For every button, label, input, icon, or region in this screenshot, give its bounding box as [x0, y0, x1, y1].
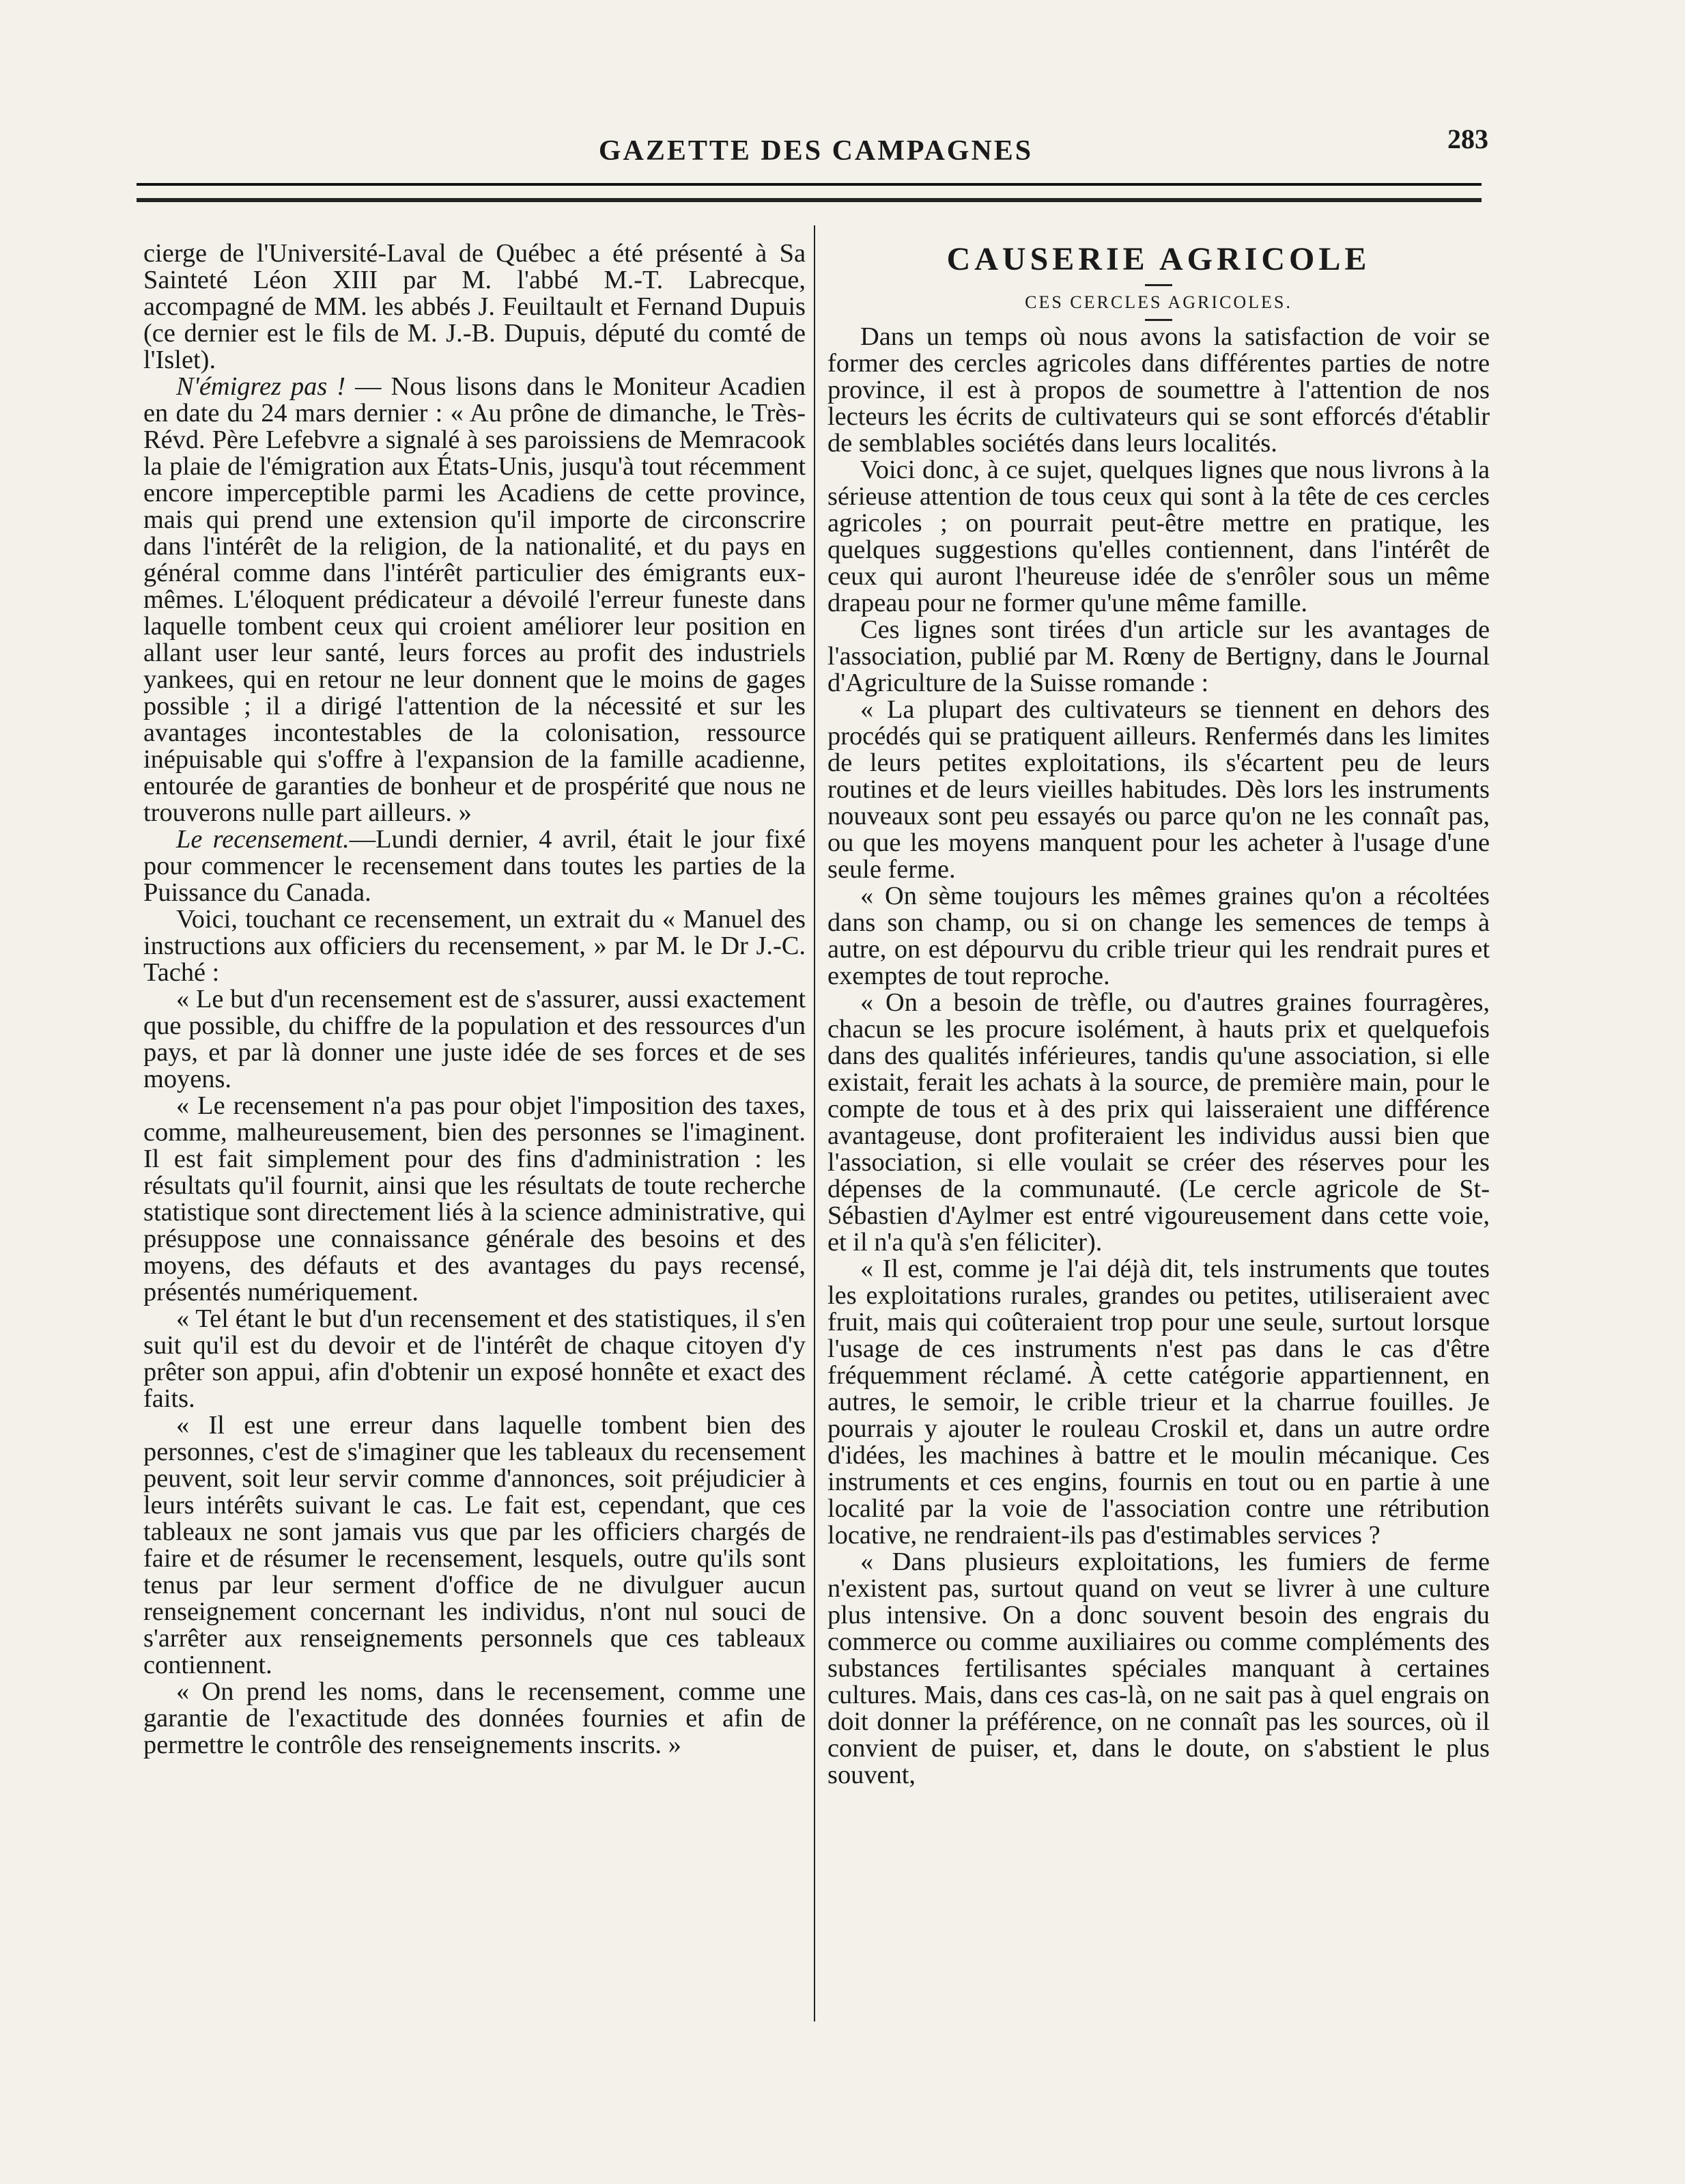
section-title: CAUSERIE AGRICOLE: [946, 241, 1371, 277]
title-dash: [1145, 284, 1172, 286]
right-paragraph-3: Ces lignes sont tirées d'un article sur les avantages de l'association, publié par M. Rœny de Bertigny, dans le Journal d'Agriculture de la Suisse romande :: [827, 615, 1490, 697]
left-column: [143, 240, 806, 1759]
left-paragraph-3: Le recensement.—Lundi dernier, 4 avril, était le jour fixé pour commencer le recensement dans toutes les parties de la Puissance du Canada.: [143, 825, 806, 907]
left-paragraph-5: « Le but d'un recensement est de s'assurer, aussi exactement que possible, du chiffre de la population et des ressources d'un pays, et par là donner une juste idée de ses forces et de ses moyens.: [143, 985, 806, 1093]
right-paragraph-4: « La plupart des cultivateurs se tiennent en dehors des procédés qui se pratiquent ailleurs. Renfermés dans les limites de leurs petites exploitations, ils s'écartent peu de leurs routines et de leurs vieilles habitudes. Dès lors les instruments nouveaux sont peu essayés ou parce qu'on ne les connaît pas, ou que les moyens manquent pour les acheter à l'usage d'une seule ferme.: [827, 695, 1490, 884]
right-paragraph-5: « On sème toujours les mêmes graines qu'on a récoltées dans son champ, ou si on change les semences de temps à autre, on est dépourvu du crible trieur qui les rendrait pures et exemptes de tout reproche.: [827, 882, 1490, 990]
lead-recensement: Le recensement.: [176, 825, 350, 854]
left-paragraph-8: « Il est une erreur dans laquelle tombent bien des personnes, c'est de s'imaginer que les tableaux du recensement peuvent, soit leur servir comme d'annonces, soit préjudicier à leurs intérêts suivant le cas. Le fait est, cependant, que ces tableaux ne sont jamais vus que par les officiers chargés de faire et de résumer le recensement, lesquels, outre qu'ils sont tenus par leur serment d'office de ne divulguer aucun renseignement concernant les individus, n'ont nul souci de s'arrêter aux renseignements personnels que ces tableaux contiennent.: [143, 1411, 806, 1679]
left-paragraph-9: « On prend les noms, dans le recensement, comme une garantie de l'exactitude des données fournies et afin de permettre le contrôle des renseignements inscrits. »: [143, 1677, 806, 1759]
running-header: GAZETTE DES CAMPAGNES: [598, 135, 1034, 167]
left-paragraph-7: « Tel étant le but d'un recensement et des statistiques, il s'en suit qu'il est du devoir et de l'intérêt de chaque citoyen d'y prêter son appui, afin d'obtenir un exposé honnête et exact des faits.: [143, 1304, 806, 1413]
lead-emigrez: N'émigrez pas !: [176, 372, 346, 401]
header-rule-top: [137, 183, 1482, 186]
column-separator: [814, 225, 815, 2021]
right-paragraph-7: « Il est, comme je l'ai déjà dit, tels instruments que toutes les exploitations rurales, grandes ou petites, utiliseraient avec fruit, mais qui coûteraient trop pour une seule, surtout lorsque l'usage de ces instruments n'est pas dans le cas d'être fréquemment réclamé. À cette catégorie appartiennent, en autres, le semoir, le crible trieur et la charrue fouilles. Je pourrais y ajouter le rouleau Croskil et, dans un autre ordre d'idées, les machines à battre et le moulin mécanique. Ces instruments et ces engins, fournis en tout ou en partie à une localité par la voie de l'association contre une rétribution locative, ne rendraient-ils pas d'estimables services ?: [827, 1255, 1490, 1550]
subtitle-dash: [1145, 319, 1172, 321]
left-paragraph-1: cierge de l'Université-Laval de Québec a été présenté à Sa Sainteté Léon XIII par M. l'abbé M.-T. Labrecque, accompagné de MM. les abbés J. Feuiltault et Fernand Dupuis (ce dernier est le fils de M. J.-B. Dupuis, député du comté de l'Islet).: [143, 239, 806, 374]
section-subtitle: CES CERCLES AGRICOLES.: [1025, 292, 1292, 312]
header-rule-bottom: [137, 198, 1482, 202]
right-paragraph-8: « Dans plusieurs exploitations, les fumiers de ferme n'existent pas, surtout quand on veut se livrer à une culture plus intensive. On a donc souvent besoin des engrais du commerce ou comme auxiliaires ou comme compléments des substances fertilisantes spéciales manquant à certaines cultures. Mais, dans ces cas-là, on ne sait pas à quel engrais on doit donner la préférence, on ne connaît pas les sources, où il convient de puiser, et, dans le doute, on s'abstient le plus souvent,: [827, 1548, 1490, 1789]
left-paragraph-6: « Le recensement n'a pas pour objet l'imposition des taxes, comme, malheureusement, bien des personnes se l'imaginent. Il est fait simplement pour des fins d'administration : les résultats qu'il fournit, ainsi que les résultats de toute recherche statistique sont directement liés à la science administrative, qui présuppose une connaissance générale des besoins et des moyens, des défauts et des avantages du pays recensé, présentés numériquement.: [143, 1091, 806, 1306]
page-number: 283: [1447, 124, 1488, 154]
right-paragraph-1: Dans un temps où nous avons la satisfaction de voir se former des cercles agricoles dans différentes parties de notre province, il est à propos de soumettre à l'attention de nos lecteurs les écrits de cultivateurs qui se sont efforcés d'établir de semblables sociétés dans leurs localités.: [827, 322, 1490, 458]
right-paragraph-2: Voici donc, à ce sujet, quelques lignes que nous livrons à la sérieuse attention de tous ceux qui sont à la tête de ces cercles agricoles ; on pourrait peut-être mettre en pratique, les quelques suggestions qu'elles contiennent, dans l'intérêt de ceux qui auront l'heureuse idée de s'enrôler sous un même drapeau pour ne former qu'une même famille.: [827, 456, 1490, 617]
left-paragraph-2: N'émigrez pas ! — Nous lisons dans le Moniteur Acadien en date du 24 mars dernier : « Au prône de dimanche, le Très-Révd. Père Lefebvre a signalé à ses paroissiens de Memracook la plaie de l'émigration aux États-Unis, jusqu'à tout récemment encore imperceptible parmi les Acadiens de cette province, mais qui prend une extension qu'il importe de circonscrire dans l'intérêt de la religion, de la nationalité, et du pays en général comme dans l'intérêt particulier des émigrants eux-mêmes. L'éloquent prédicateur a dévoilé l'erreur funeste dans laquelle tombent ceux qui croient améliorer leur position en allant user leur santé, leurs forces au profit des industriels yankees, qui en retour ne leur donnent que le moins de gages possible ; il a dirigé l'attention de la nécessité et sur les avantages incontestables de la colonisation, ressource inépuisable qui s'offre à l'expansion de la famille acadienne, entourée de garanties de bonheur et de prospérité que nous ne trouverons nulle part ailleurs. »: [143, 372, 806, 827]
left-paragraph-4: Voici, touchant ce recensement, un extrait du « Manuel des instructions aux officiers du recensement, » par M. le Dr J.-C. Taché :: [143, 905, 806, 987]
right-paragraph-6: « On a besoin de trèfle, ou d'autres graines fourragères, chacun se les procure isolément, à hauts prix et quelquefois dans des qualités inférieures, tandis qu'une association, si elle existait, ferait les achats à la source, de première main, pour le compte de tous et à des prix qui laisseraient une différence avantageuse, dont profiteraient les individus aussi bien que l'association, si elle voulait se créer des réserves pour les dépenses de la communauté. (Le cercle agricole de St-Sébastien d'Aylmer est entré vigoureusement dans cette voie, et il n'a qu'à s'en féliciter).: [827, 988, 1490, 1257]
right-column: [827, 240, 1490, 1789]
